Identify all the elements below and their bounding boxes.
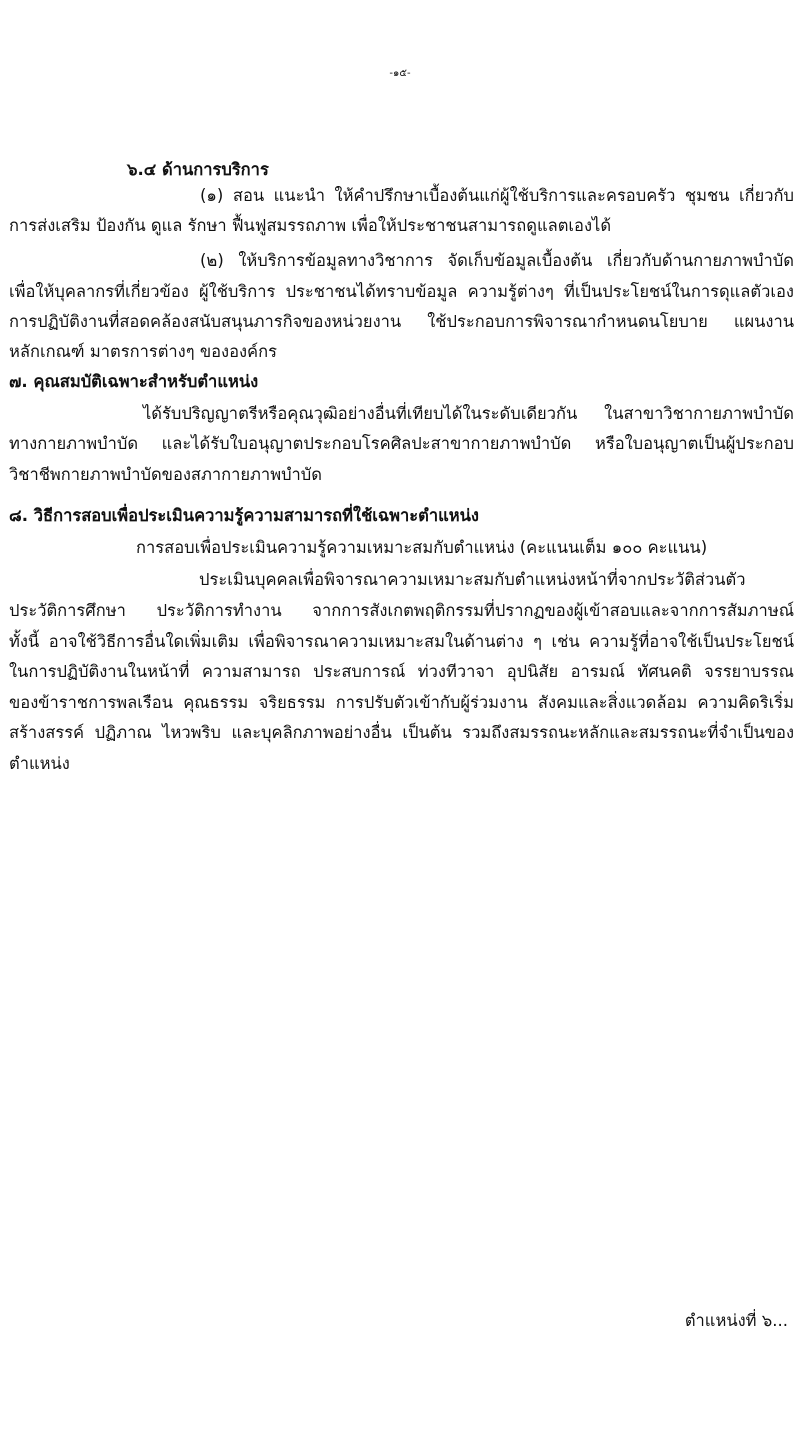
section-8-line: ของข้าราชการพลเรือน คุณธรรม จริยธรรม การปรับตัวเข้ากับผู้ร่วมงาน สังคมและสิ่งแวดล้อม ความคิดริเริ่ม (9, 693, 794, 712)
continuation-note: ตำแหน่งที่ ๖... (684, 1311, 788, 1330)
section-6-4-item-2-line: การปฏิบัติงานที่สอดคล้องสนับสนุนภารกิจของหน่วยงาน ใช้ประกอบการพิจารณากำหนดนโยบาย แผนงาน (9, 312, 794, 331)
section-6-4-heading: ๖.๔ ด้านการบริการ (127, 160, 269, 179)
section-8-line: ตำแหน่ง (9, 754, 70, 773)
section-8-heading: ๘. วิธีการสอบเพื่อประเมินความรู้ความสามารถที่ใช้เฉพาะตำแหน่ง (9, 506, 479, 525)
section-8-line: ในการปฏิบัติงานในหน้าที่ ความสามารถ ประสบการณ์ ท่วงทีวาจา อุปนิสัย อารมณ์ ทัศนคติ จรรยาบรรณ (9, 662, 794, 681)
section-6-4-item-1-line: การส่งเสริม ป้องกัน ดูแล รักษา ฟื้นฟูสมรรถภาพ เพื่อให้ประชาชนสามารถดูแลตเองได้ (9, 216, 612, 235)
section-7-line: วิชาชีพกายภาพบำบัดของสภากายภาพบำบัด (9, 465, 323, 484)
section-8-line: ทั้งนี้ อาจใช้วิธีการอื่นใดเพิ่มเติม เพื่อพิจารณาความเหมาะสมในด้านต่าง ๆ เช่น ความรู้ที่อาจใช้เป็นประโยชน์ (9, 632, 794, 651)
section-7-line: ได้รับปริญญาตรีหรือคุณวุฒิอย่างอื่นที่เทียบได้ในระดับเดียวกัน ในสาขาวิชากายภาพบำบัด (143, 404, 794, 423)
section-8-subheading: การสอบเพื่อประเมินความรู้ความเหมาะสมกับตำแหน่ง (คะแนนเต็ม ๑๐๐ คะแนน) (136, 538, 708, 557)
section-7-line: ทางกายภาพบำบัด และได้รับใบอนุญาตประกอบโรคศิลปะสาขากายภาพบำบัด หรือใบอนุญาตเป็นผู้ประกอบ (9, 434, 794, 453)
section-6-4-item-2-line: เพื่อให้บุคลากรที่เกี่ยวข้อง ผู้ใช้บริการ ประชาชนได้ทราบข้อมูล ความรู้ต่างๆ ที่เป็นประโยชน์ในการดุแลตัวเอง (9, 282, 794, 301)
section-8-line: สร้างสรรค์ ปฏิภาณ ไหวพริบ และบุคลิกภาพอย่างอื่น เป็นต้น รวมถึงสมรรถนะหลักและสมรรถนะที่จำเป็นของ (9, 723, 794, 742)
section-8-line: ประวัติการศึกษา ประวัติการทำงาน จากการสังเกตพฤติกรรมที่ปรากฏของผู้เข้าสอบและจากการสัมภาษณ์ (9, 601, 794, 620)
section-7-heading: ๗. คุณสมบัติเฉพาะสำหรับตำแหน่ง (9, 372, 259, 391)
section-6-4-item-1-line: (๑) สอน แนะนำ ให้คำปรึกษาเบื้องต้นแก่ผู้ใช้บริการและครอบครัว ชุมชน เกี่ยวกับ (200, 186, 794, 205)
section-8-line: ประเมินบุคคลเพื่อพิจารณาความเหมาะสมกับตำแหน่งหน้าที่จากประวัติส่วนตัว (199, 570, 746, 589)
section-6-4-item-2-line: (๒) ให้บริการข้อมูลทางวิชาการ จัดเก็บข้อมูลเบื้องต้น เกี่ยวกับด้านกายภาพบำบัด (200, 251, 794, 270)
page-number: -๑๕- (389, 68, 411, 79)
section-6-4-item-2-line: หลักเกณฑ์ มาตรการต่างๆ ขององค์กร (9, 342, 277, 361)
